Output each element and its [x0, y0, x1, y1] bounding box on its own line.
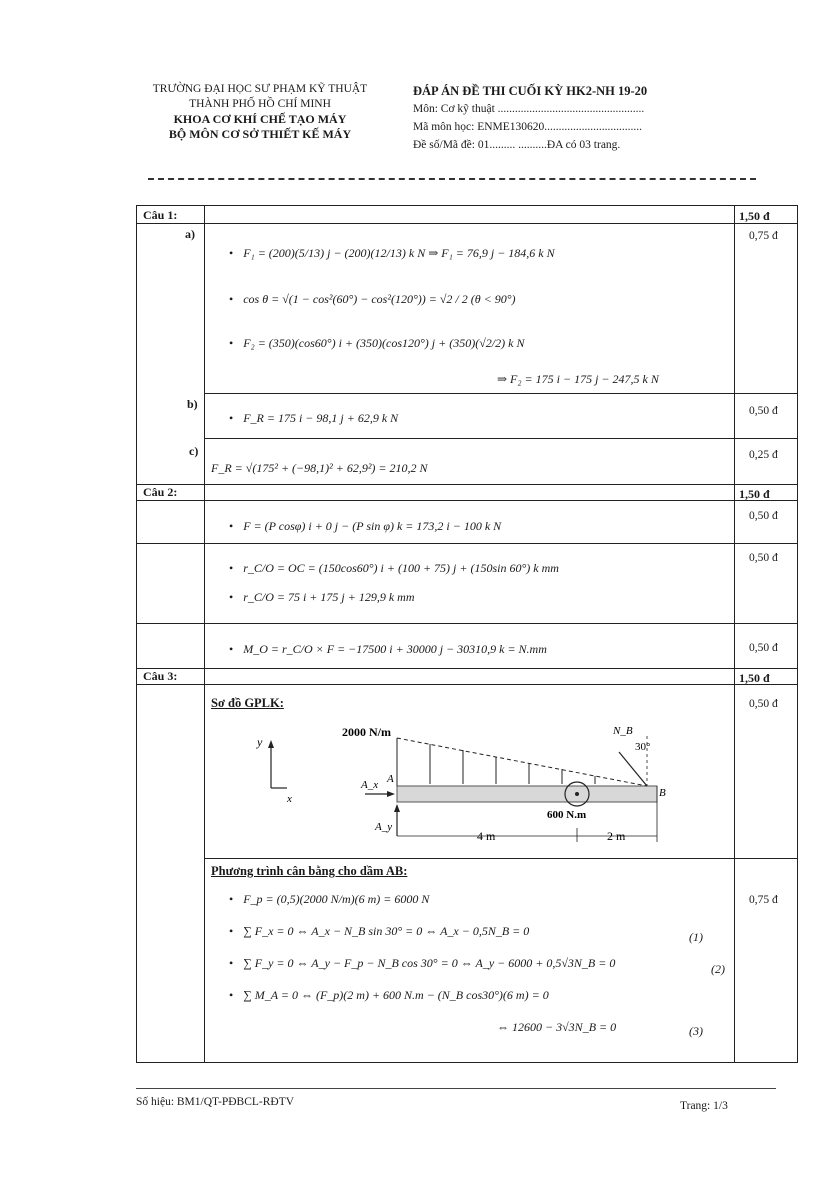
fbd-points: 0,50 đ — [749, 698, 778, 710]
row-line — [137, 484, 797, 485]
q3-eq1: • F_p = (0,5)(2000 N/m)(6 m) = 6000 N — [229, 892, 430, 906]
free-body-diagram — [247, 716, 667, 856]
exam-code-line: Đề số/Mã đề: 01......... ..........ĐA có 03 trang. — [413, 139, 621, 151]
city-name: THÀNH PHỐ HỒ CHÍ MINH — [189, 98, 331, 110]
row-line — [137, 500, 797, 501]
a-label: A — [387, 773, 394, 785]
q1a-eq1: • F₁ = (200)(5/13) j − (200)(12/13) k N ⇒ F₁ = 76,9 j − 184,6 k N — [229, 246, 555, 260]
exam-header — [413, 82, 773, 154]
y-axis-label: y — [257, 735, 263, 749]
len2-label: 2 m — [607, 829, 626, 843]
q3-eq2-num: (1) — [689, 930, 703, 944]
form-code: Số hiệu: BM1/QT-PĐBCL-RĐTV — [136, 1096, 295, 1108]
eq-title: Phương trình cân bằng cho dầm AB: — [211, 864, 408, 878]
footer-line — [136, 1088, 776, 1089]
row-line — [137, 668, 797, 669]
course-code-line: Mã môn học: ENME130620.................................. — [413, 121, 643, 133]
ax-label: A_x — [361, 779, 379, 791]
q1a-eq3: • F₂ = (350)(cos60°) i + (350)(cos120°) j + (350)(√2/2) k N — [229, 336, 525, 350]
q2-points: 1,50 đ — [739, 487, 770, 501]
load-label: 2000 N/m — [342, 725, 391, 739]
row-line — [204, 858, 797, 859]
nb-label: N_B — [613, 725, 633, 737]
row-line — [204, 438, 797, 439]
col-divider-2 — [734, 206, 735, 1062]
q1-points: 1,50 đ — [739, 209, 770, 223]
q1-label: Câu 1: — [143, 208, 178, 222]
answer-table — [136, 205, 798, 1063]
q2p1-eq1: • F = (P cosφ) i + 0 j − (P sin φ) k = 173,2 i − 100 k N — [229, 519, 502, 533]
q1b-eq1: • F_R = 175 i − 98,1 j + 62,9 k N — [229, 411, 399, 425]
header-divider — [148, 178, 756, 180]
q3-label: Câu 3: — [143, 669, 178, 683]
q1a-eq2: • cos θ = √(1 − cos²(60°) − cos²(120°)) = √2 / 2 (θ < 90°) — [229, 292, 516, 306]
q2p2-eq1: • r_C/O = OC = (150cos60°) i + (100 + 75) j + (150sin 60°) k mm — [229, 561, 559, 575]
faculty-name: KHOA CƠ KHÍ CHẾ TẠO MÁY — [173, 112, 347, 126]
q3-eq2: • ∑ F_x = 0 ⇔ A_x − N_B sin 30° = 0 ⇔ A_x − 0,5N_B = 0 — [229, 924, 530, 938]
row-line — [204, 393, 797, 394]
q2p2-eq2: • r_C/O = 75 i + 175 j + 129,9 k mm — [229, 590, 415, 604]
exam-title: ĐÁP ÁN ĐỀ THI CUỐI KỲ HK2-NH 19-20 — [413, 84, 648, 98]
row-line — [137, 223, 797, 224]
page-number: Trang: 1/3 — [680, 1100, 728, 1112]
q2p3-points: 0,50 đ — [749, 642, 778, 654]
q3-eq3-num: (2) — [711, 962, 725, 976]
moment-label: 600 N.m — [547, 809, 587, 821]
q3-eq4: • ∑ M_A = 0 ⇔ (F_p)(2 m) + 600 N.m − (N_B cos30°)(6 m) = 0 — [229, 988, 549, 1002]
q1c-label: c) — [189, 444, 199, 458]
b-label: B — [659, 787, 666, 799]
q1c-eq1: F_R = √(175² + (−98,1)² + 62,9²) = 210,2 N — [211, 461, 428, 475]
q1a-points: 0,75 đ — [749, 230, 778, 242]
q2p1-points: 0,50 đ — [749, 510, 778, 522]
angle-label: 30° — [635, 741, 651, 753]
row-line — [137, 684, 797, 685]
subject-line: Môn: Cơ kỹ thuật ................................................... — [413, 103, 645, 115]
fbd-title: Sơ đồ GPLK: — [211, 696, 284, 710]
q1b-points: 0,50 đ — [749, 405, 778, 417]
q3-points: 1,50 đ — [739, 671, 770, 685]
q3-eq3: • ∑ F_y = 0 ⇔ A_y − F_p − N_B cos 30° = 0 ⇔ A_y − 6000 + 0,5√3N_B = 0 — [229, 956, 616, 970]
ay-label: A_y — [375, 821, 393, 833]
q3-eq5-num: (3) — [689, 1024, 703, 1038]
row-line — [137, 623, 797, 624]
x-axis-label: x — [287, 793, 292, 805]
eq-points: 0,75 đ — [749, 894, 778, 906]
department-name: BỘ MÔN CƠ SỞ THIẾT KẾ MÁY — [168, 127, 352, 141]
q3-eq5: ⇔ 12600 − 3√3N_B = 0 — [497, 1020, 617, 1034]
q2p2-points: 0,50 đ — [749, 552, 778, 564]
q1a-eq4: ⇒ F₂ = 175 i − 175 j − 247,5 k N — [497, 372, 659, 386]
col-divider-1 — [204, 206, 205, 1062]
q1a-label: a) — [185, 227, 195, 241]
q2p3-eq1: • M_O = r_C/O × F = −17500 i + 30000 j − 30310,9 k = N.mm — [229, 642, 547, 656]
q1b-label: b) — [187, 397, 198, 411]
school-name: TRƯỜNG ĐẠI HỌC SƯ PHẠM KỸ THUẬT — [152, 83, 368, 95]
q1c-points: 0,25 đ — [749, 449, 778, 461]
school-header — [110, 82, 410, 142]
q2-label: Câu 2: — [143, 485, 178, 499]
len1-label: 4 m — [477, 829, 496, 843]
row-line — [137, 543, 797, 544]
